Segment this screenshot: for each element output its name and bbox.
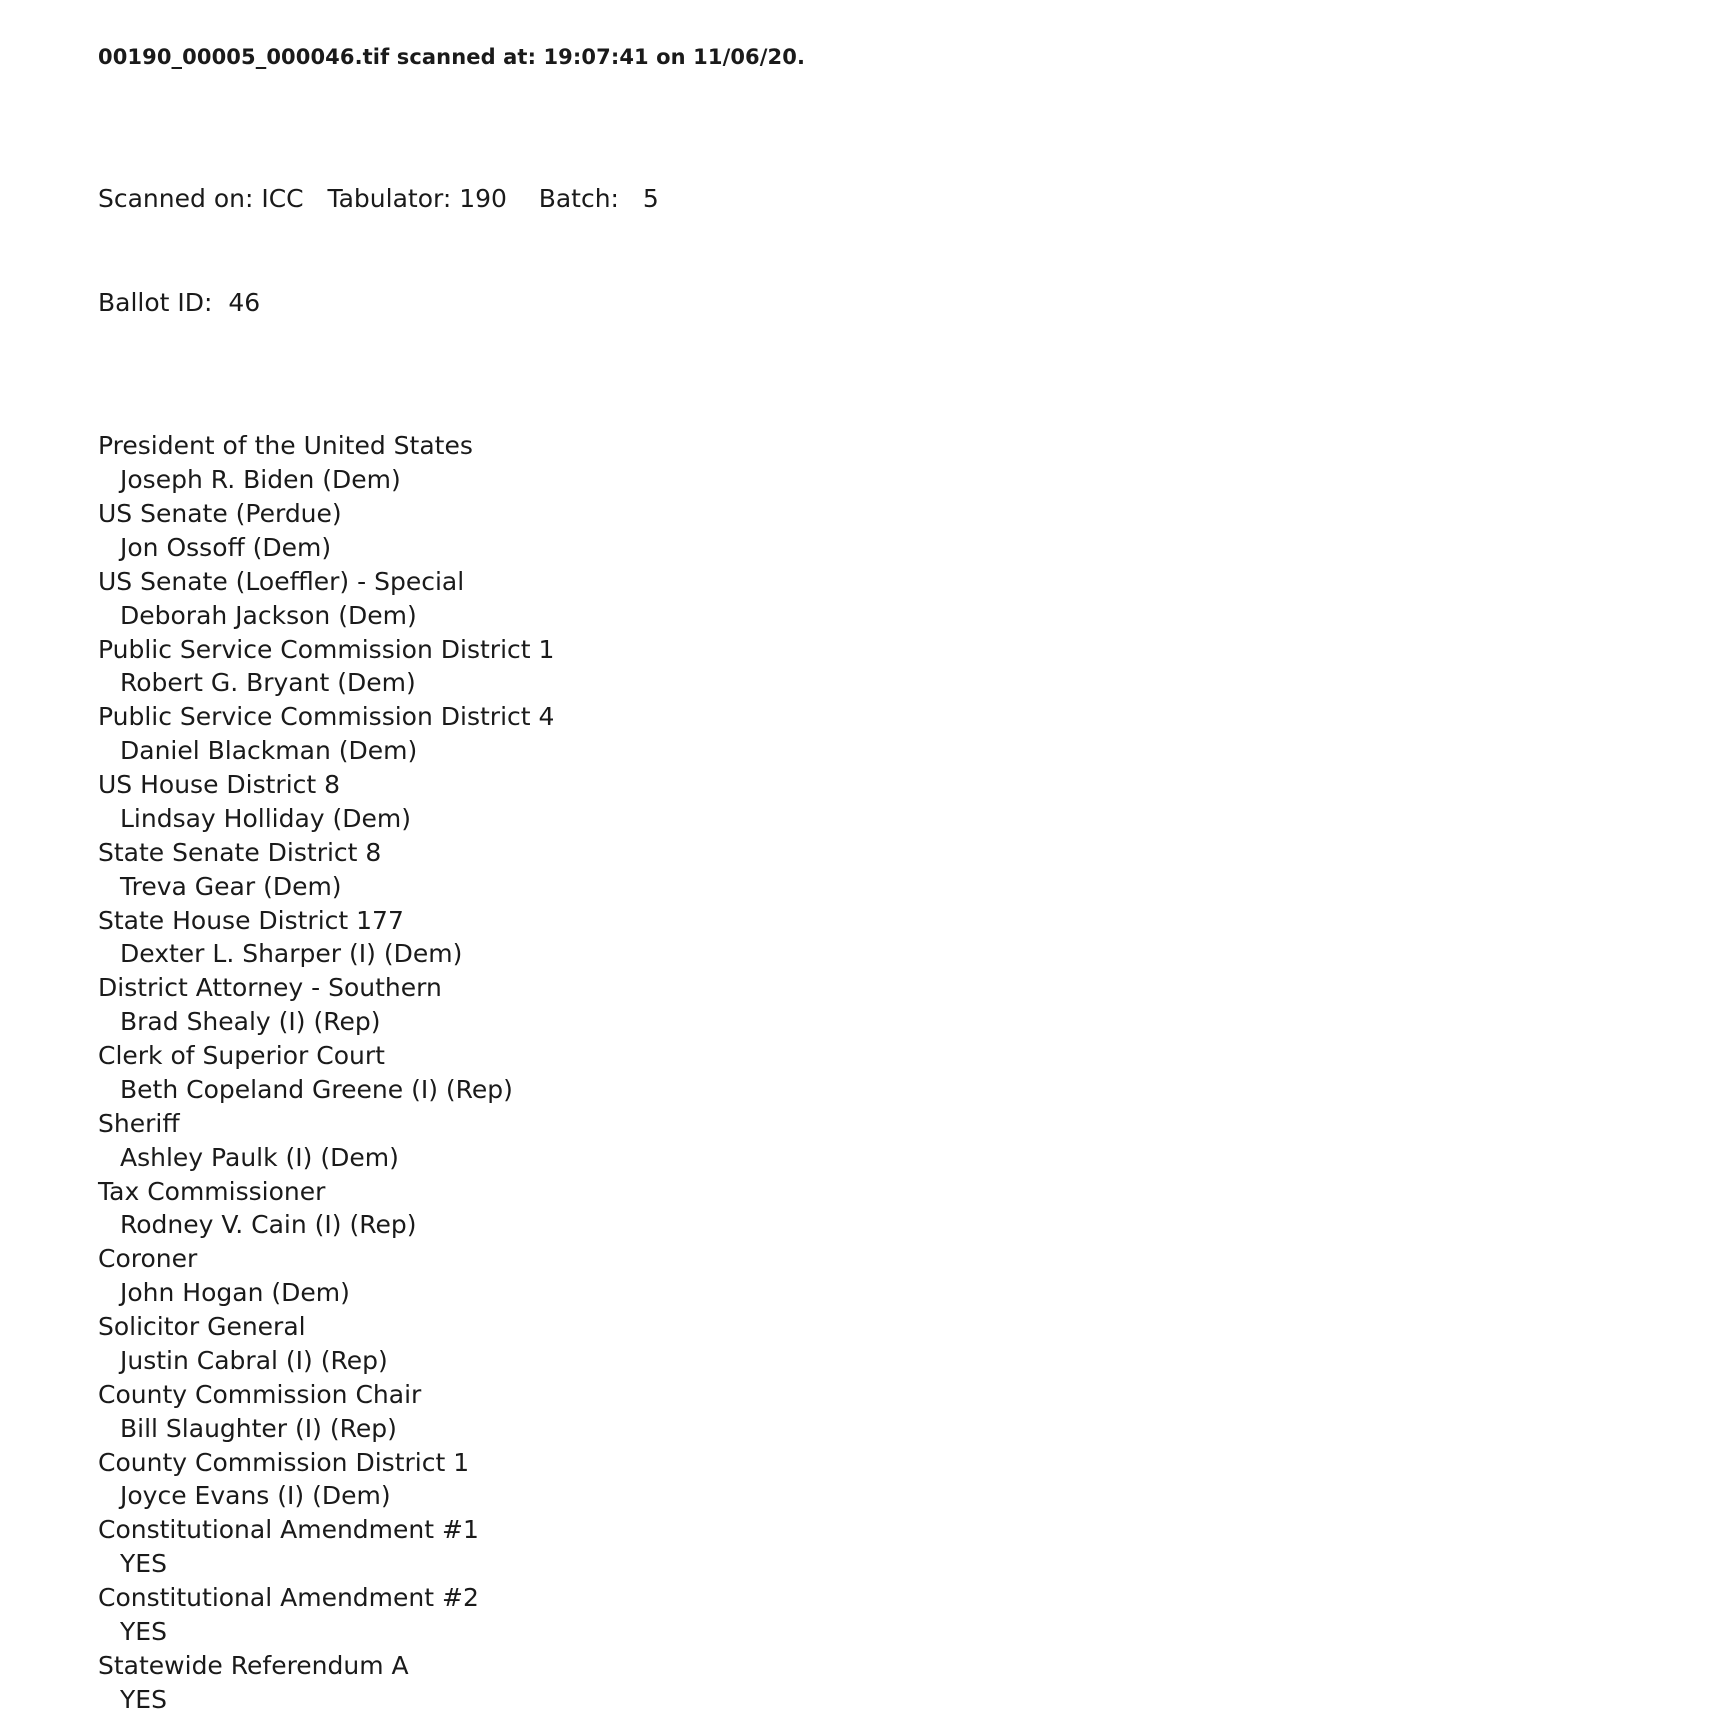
contest-title: Constitutional Amendment #2	[98, 1583, 479, 1613]
contest-item	[98, 1649, 1711, 1717]
contest-title: US Senate (Perdue)	[98, 499, 342, 529]
contest-title: Coroner	[98, 1244, 198, 1274]
contest-item	[98, 1242, 1711, 1310]
scan-header-line: 00190_00005_000046.tif scanned at: 19:07:41 on 11/06/20.	[98, 45, 806, 69]
contest-title: Sheriff	[98, 1108, 180, 1138]
contest-choice: Rodney V. Cain (I) (Rep)	[120, 1210, 417, 1240]
contest-item	[98, 971, 1711, 1039]
contest-item	[98, 565, 1711, 633]
contest-choice: YES	[120, 1684, 167, 1714]
contest-choice: Robert G. Bryant (Dem)	[120, 668, 416, 698]
contest-choice: YES	[120, 1549, 167, 1579]
contest-item	[98, 633, 1711, 701]
contest-item	[98, 1581, 1711, 1649]
contest-title: Clerk of Superior Court	[98, 1041, 385, 1071]
contest-choice: Daniel Blackman (Dem)	[120, 736, 418, 766]
contest-choice: YES	[120, 1616, 167, 1646]
contest-title: President of the United States	[98, 431, 473, 461]
contest-item	[98, 429, 1711, 497]
contest-choice: Justin Cabral (I) (Rep)	[120, 1345, 388, 1375]
contest-item	[98, 836, 1711, 904]
contest-item	[98, 768, 1711, 836]
contest-list	[98, 429, 1711, 1716]
contest-choice: Joseph R. Biden (Dem)	[120, 465, 401, 495]
contest-title: Statewide Referendum A	[98, 1650, 409, 1680]
contest-item	[98, 1378, 1711, 1446]
contest-item	[98, 1513, 1711, 1581]
contest-title: District Attorney - Southern	[98, 973, 442, 1003]
ballot-id-line: Ballot ID: 46	[98, 287, 261, 317]
contest-title: US House District 8	[98, 770, 341, 800]
contest-item	[98, 700, 1711, 768]
contest-title: Public Service Commission District 1	[98, 634, 555, 664]
contest-item	[98, 904, 1711, 972]
contest-choice: Joyce Evans (I) (Dem)	[120, 1481, 391, 1511]
contest-title: State House District 177	[98, 905, 404, 935]
contest-title: US Senate (Loeffler) - Special	[98, 566, 465, 596]
contest-choice: Lindsay Holliday (Dem)	[120, 803, 412, 833]
contest-item	[98, 1039, 1711, 1107]
contest-item	[98, 1175, 1711, 1243]
contest-item	[98, 1107, 1711, 1175]
contest-title: Solicitor General	[98, 1312, 306, 1342]
contest-item	[98, 1310, 1711, 1378]
contest-title: State Senate District 8	[98, 837, 382, 867]
contest-title: Constitutional Amendment #1	[98, 1515, 479, 1545]
contest-choice: John Hogan (Dem)	[120, 1278, 350, 1308]
contest-item	[98, 1446, 1711, 1514]
contest-title: County Commission Chair	[98, 1379, 422, 1409]
scan-source-line: Scanned on: ICC Tabulator: 190 Batch: 5	[98, 184, 659, 214]
contest-title: Public Service Commission District 4	[98, 702, 555, 732]
contest-choice: Jon Ossoff (Dem)	[120, 532, 332, 562]
contest-choice: Deborah Jackson (Dem)	[120, 600, 417, 630]
contest-choice: Bill Slaughter (I) (Rep)	[120, 1413, 397, 1443]
contest-choice: Beth Copeland Greene (I) (Rep)	[120, 1074, 513, 1104]
contest-item	[98, 497, 1711, 565]
contest-title: Tax Commissioner	[98, 1176, 326, 1206]
contest-choice: Dexter L. Sharper (I) (Dem)	[120, 939, 463, 969]
contest-title: County Commission District 1	[98, 1447, 470, 1477]
contest-choice: Brad Shealy (I) (Rep)	[120, 1007, 381, 1037]
contest-choice: Treva Gear (Dem)	[120, 871, 342, 901]
scan-metadata	[98, 113, 1711, 389]
contest-choice: Ashley Paulk (I) (Dem)	[120, 1142, 399, 1172]
